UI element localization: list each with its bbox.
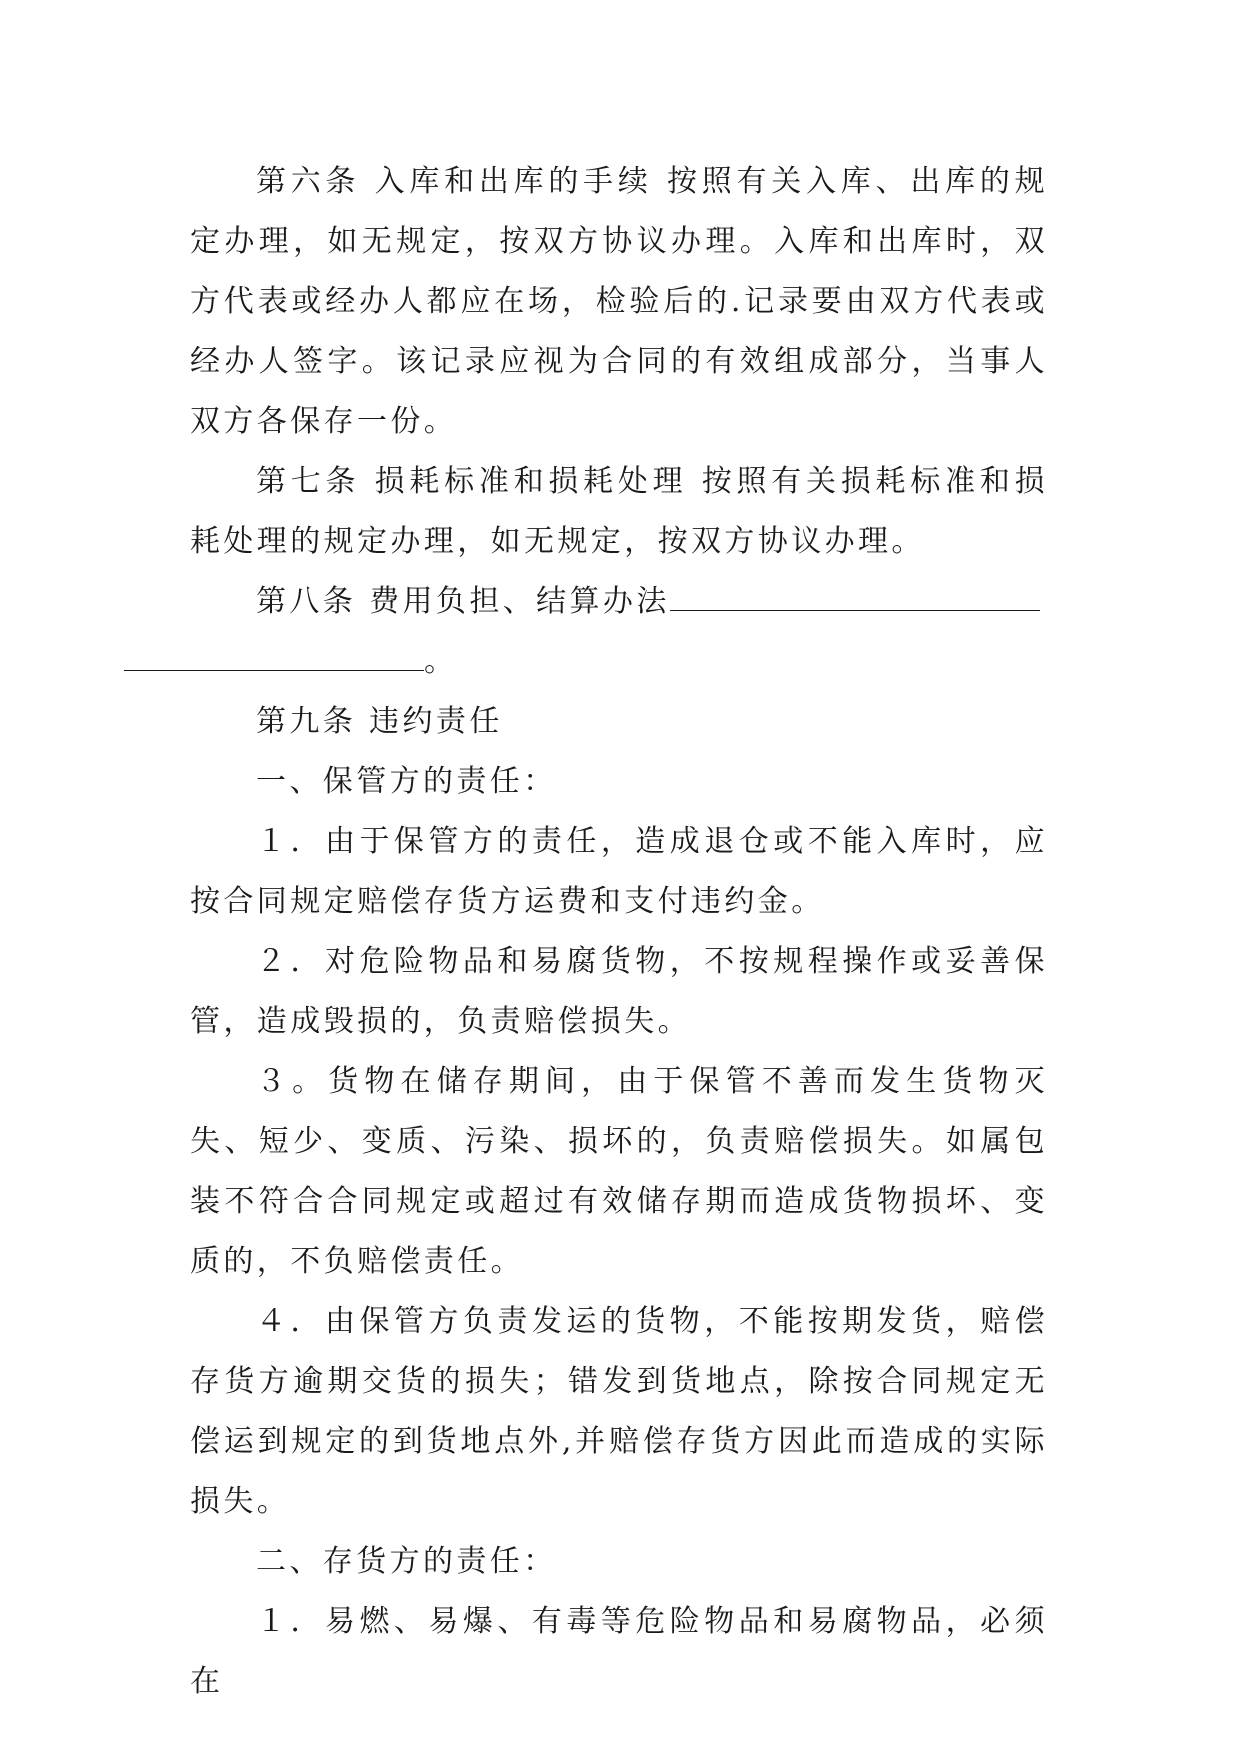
article-8-end: 。 [424, 644, 458, 679]
article-8 [190, 572, 1048, 692]
section-1-item-4: ４．由保管方负责发运的货物，不能按期发货，赔偿存货方逾期交货的损失；错发到货地点，除按合同规定无偿运到规定的到货地点外,并赔偿存货方因此而造成的实际损失。 [190, 1304, 1048, 1519]
fill-in-blank-continued [124, 636, 424, 671]
section-1-item-2: ２．对危险物品和易腐货物，不按规程操作或妥善保管，造成毁损的，负责赔偿损失。 [190, 944, 1048, 1039]
section-1-item-1: １．由于保管方的责任，造成退仓或不能入库时，应按合同规定赔偿存货方运费和支付违约金。 [190, 824, 1048, 919]
article-6: 第六条 入库和出库的手续 按照有关入库、出库的规定办理，如无规定，按双方协议办理。入库和出库时，双方代表或经办人都应在场，检验后的.记录要由双方代表或经办人签字。该记录应视为合同的有效组成部分，当事人双方各保存一份。 [190, 164, 1048, 439]
article-7: 第七条 损耗标准和损耗处理 按照有关损耗标准和损耗处理的规定办理，如无规定，按双方协议办理。 [190, 464, 1048, 559]
article-8-label: 第八条 费用负担、结算办法 [256, 584, 670, 619]
document-page [190, 152, 1048, 1712]
section-2-item-1: １．易燃、易爆、有毒等危险物品和易腐物品，必须在 [190, 1604, 1048, 1699]
section-2-heading: 二、存货方的责任： [256, 1544, 557, 1579]
fill-in-blank [670, 576, 1040, 611]
section-1-item-3: ３。货物在储存期间，由于保管不善而发生货物灭失、短少、变质、污染、损坏的，负责赔偿损失。如属包装不符合合同规定或超过有效储存期而造成货物损坏、变质的，不负赔偿责任。 [190, 1064, 1048, 1279]
section-1-heading: 一、保管方的责任： [256, 764, 557, 799]
article-9: 第九条 违约责任 [256, 704, 503, 739]
